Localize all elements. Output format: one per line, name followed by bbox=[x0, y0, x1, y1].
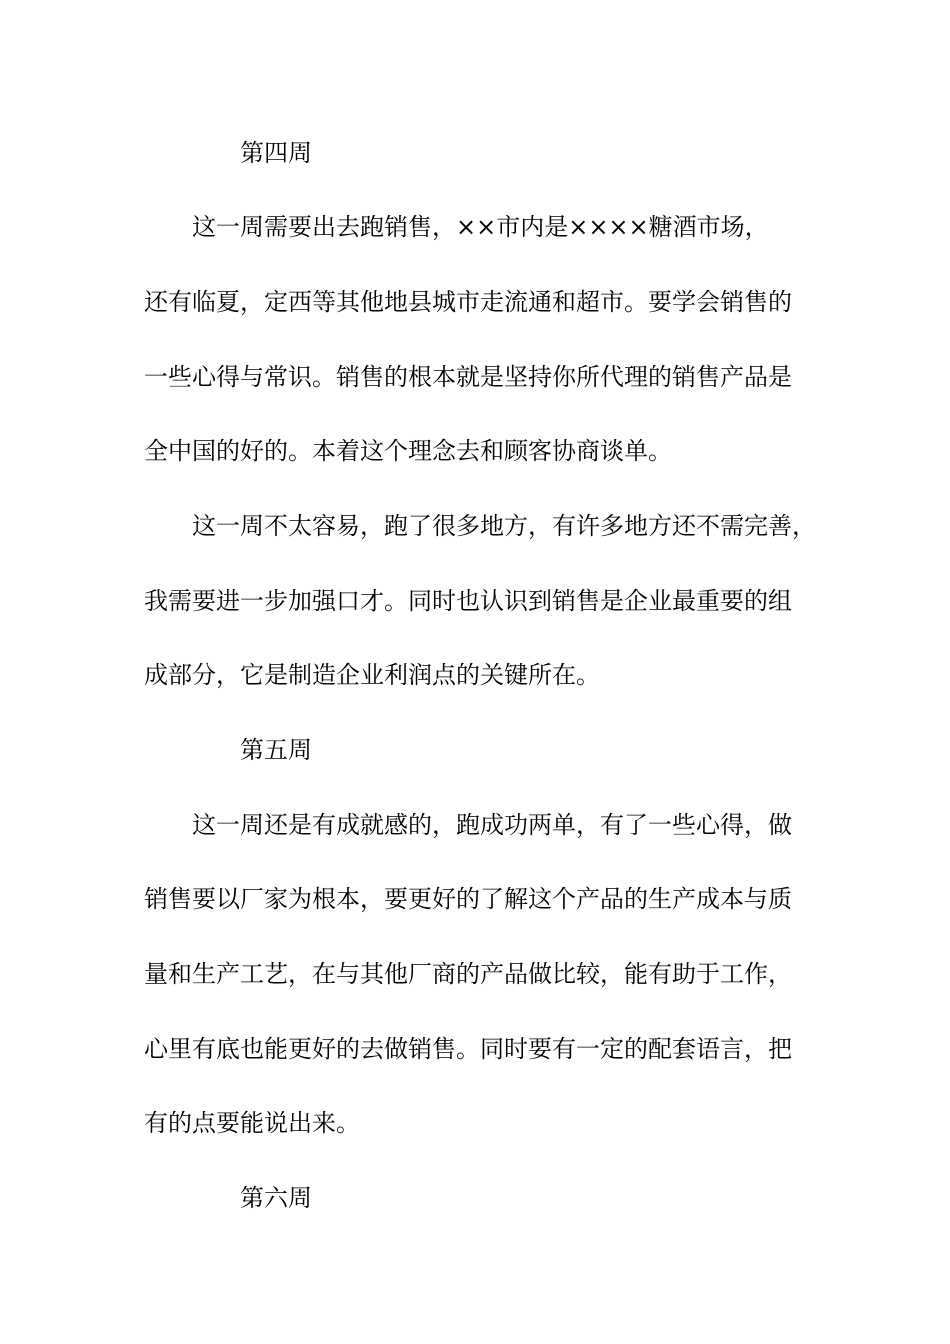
paragraph-line: 我需要进一步加强口才。同时也认识到销售是企业最重要的组 bbox=[144, 587, 792, 615]
paragraph-line: 心里有底也能更好的去做销售。同时要有一定的配套语言，把 bbox=[144, 1035, 792, 1063]
paragraph-line: 这一周不太容易，跑了很多地方，有许多地方还不需完善， bbox=[192, 512, 816, 540]
paragraph-line: 一些心得与常识。销售的根本就是坚持你所代理的销售产品是 bbox=[144, 363, 792, 391]
heading-week-5: 第五周 bbox=[240, 736, 312, 764]
paragraph-line: 量和生产工艺，在与其他厂商的产品做比较，能有助于工作， bbox=[144, 960, 792, 988]
heading-week-4: 第四周 bbox=[240, 139, 312, 167]
paragraph-line: 销售要以厂家为根本，要更好的了解这个产品的生产成本与质 bbox=[144, 885, 792, 913]
paragraph-line: 还有临夏，定西等其他地县城市走流通和超市。要学会销售的 bbox=[144, 288, 792, 316]
paragraph-line: 有的点要能说出来。 bbox=[144, 1109, 360, 1137]
paragraph-line: 全中国的好的。本着这个理念去和顾客协商谈单。 bbox=[144, 437, 672, 465]
paragraph-line: 这一周还是有成就感的，跑成功两单，有了一些心得，做 bbox=[192, 811, 792, 839]
heading-week-6: 第六周 bbox=[240, 1184, 312, 1212]
paragraph-line: 成部分，它是制造企业利润点的关键所在。 bbox=[144, 661, 600, 689]
paragraph-line: 这一周需要出去跑销售，××市内是××××糖酒市场， bbox=[192, 213, 769, 241]
